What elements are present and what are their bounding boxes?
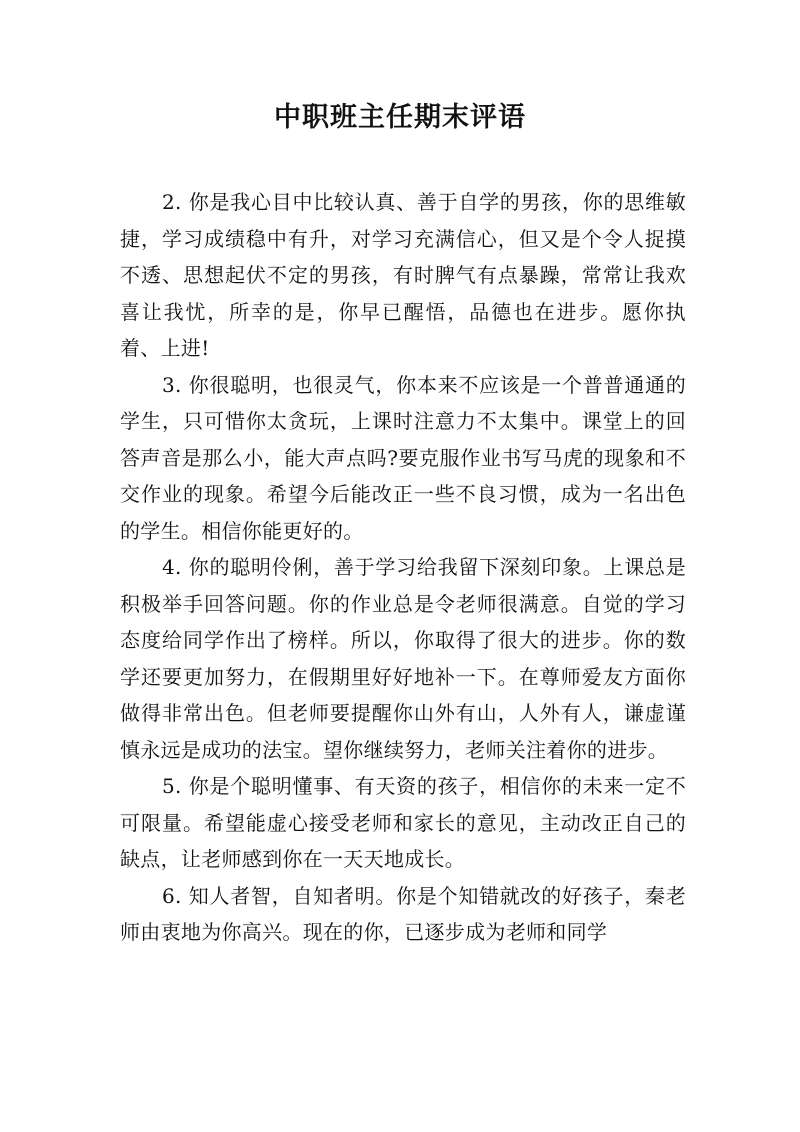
paragraph-3: 3. 你很聪明，也很灵气，你本来不应该是一个普普通通的学生，只可惜你太贪玩，上课时注意力不太集中。课堂上的回答声音是那么小，能大声点吗?要克服作业书写马虎的现象和不交作业的现象。希望今后能改正一些不良习惯，成为一名出色的学生。相信你能更好的。 <box>120 372 686 543</box>
paragraph-2: 2. 你是我心目中比较认真、善于自学的男孩，你的思维敏捷，学习成绩稳中有升，对学习充满信心，但又是个令人捉摸不透、思想起伏不定的男孩，有时脾气有点暴躁，常常让我欢喜让我忧，所幸的是，你早已醒悟，品德也在进步。愿你执着、上进! <box>120 190 686 360</box>
paragraph-6: 6. 知人者智，自知者明。你是个知错就改的好孩子，秦老师由衷地为你高兴。现在的你，已逐步成为老师和同学 <box>120 883 686 944</box>
document-title: 中职班主任期末评语 <box>274 102 526 133</box>
document-body <box>120 184 686 951</box>
paragraph-4: 4. 你的聪明伶俐，善于学习给我留下深刻印象。上课总是积极举手回答问题。你的作业总是令老师很满意。自觉的学习态度给同学作出了榜样。所以，你取得了很大的进步。你的数学还要更加努力，在假期里好好地补一下。在尊师爱友方面你做得非常出色。但老师要提醒你山外有山，人外有人，谦虚谨慎永远是成功的法宝。望你继续努力，老师关注着你的进步。 <box>120 555 686 762</box>
paragraph-5: 5. 你是个聪明懂事、有天资的孩子，相信你的未来一定不可限量。希望能虚心接受老师和家长的意见，主动改正自己的缺点，让老师感到你在一天天地成长。 <box>120 774 686 871</box>
